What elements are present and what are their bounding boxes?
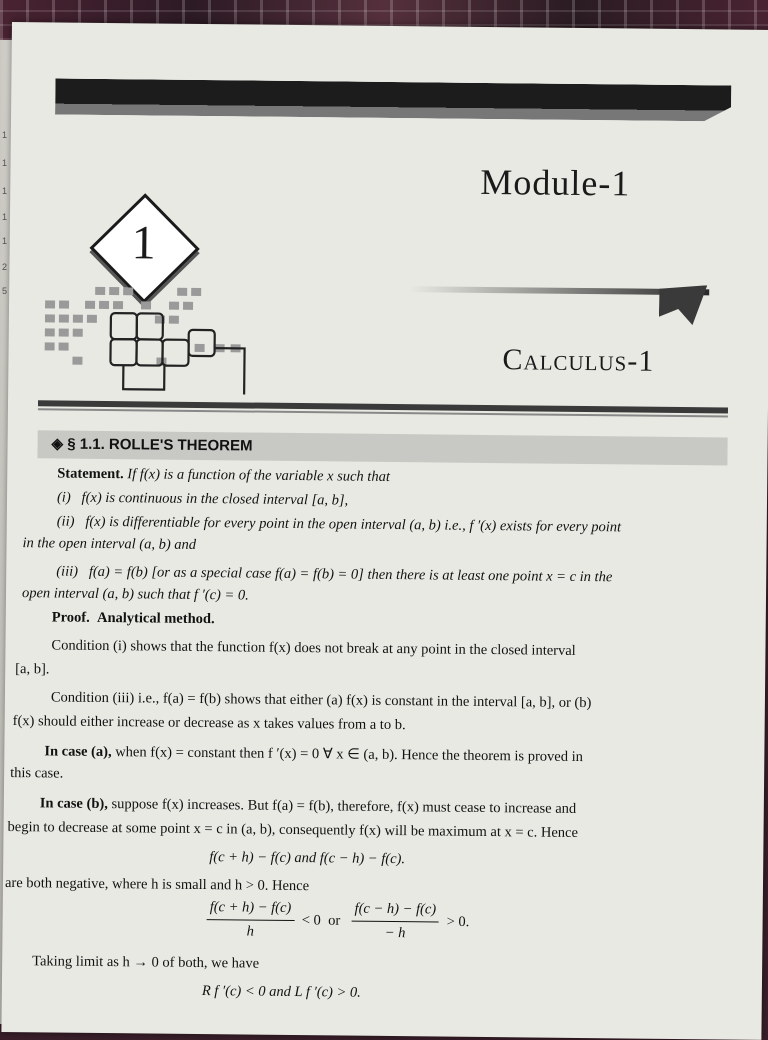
condition-2-cont: in the open interval (a, b) and	[22, 535, 197, 553]
proof-line	[52, 606, 215, 631]
book-page	[1, 22, 768, 1040]
statement-line	[57, 462, 390, 489]
condition-text: f(a) = f(b) [or as a special case f(a) = f(b) = 0] then there is at least one point x = c in the	[88, 563, 613, 586]
statement-label: Statement.	[57, 465, 124, 483]
fraction-right	[351, 898, 439, 947]
or-word: or	[328, 912, 341, 929]
chapter-number: 1	[131, 216, 156, 270]
paragraph-3-cont: this case.	[10, 765, 64, 782]
case-text: suppose f(x) increases. But f(a) = f(b), therefore, f(x) must cease to increase and	[111, 796, 577, 817]
edge-digit: 1	[2, 130, 8, 140]
edge-digit: 1	[2, 212, 8, 222]
paragraph-1-cont: [a, b].	[15, 661, 50, 678]
decorative-block-pattern	[44, 284, 255, 396]
decorative-arrow	[659, 285, 707, 326]
case-label: In case (a),	[44, 743, 112, 761]
inequality-sign: < 0	[301, 912, 321, 929]
case-label: In case (b),	[39, 795, 108, 813]
paragraph-2-cont: f(x) should either increase or decrease as x takes values from a to b.	[12, 713, 406, 734]
condition-1	[57, 486, 348, 513]
proof-method: Analytical method.	[96, 609, 215, 628]
paragraph-4-cont: begin to decrease at some point x = c in (a, b), consequently f(x) will be maximum at x = c. Hence	[7, 818, 579, 841]
edge-digit: 1	[2, 158, 8, 168]
condition-number: (i)	[56, 489, 71, 506]
equation-1: f(c + h) − f(c) and f(c − h) − f(c).	[209, 849, 406, 868]
paragraph-1: Condition (i) shows that the function f(x) does not break at any point in the closed interval	[51, 637, 576, 659]
fraction-left	[206, 896, 294, 945]
section-title: § 1.1. ROLLE'S THEOREM	[67, 435, 253, 455]
condition-number: (ii)	[56, 513, 75, 530]
final-equation: R f ′(c) < 0 and L f ′(c) > 0.	[201, 983, 361, 1001]
edge-digit: 1	[2, 236, 8, 246]
edge-digit: 1	[2, 186, 8, 196]
edge-digit: 5	[2, 286, 8, 296]
condition-3-cont: open interval (a, b) such that f ′(c) = 0.	[21, 585, 249, 604]
paragraph-2: Condition (iii) i.e., f(a) = f(b) shows that either (a) f(x) is constant in the interval [a, b], or (b)	[50, 689, 592, 712]
case-text: when f(x) = constant then f ′(x) = 0 ∀ x ∈ (a, b). Hence the theorem is proved in	[115, 744, 583, 766]
condition-text: f(x) is differentiable for every point in the open interval (a, b) i.e., f ′(x) exists for every point	[85, 513, 622, 536]
proof-label: Proof.	[51, 609, 90, 626]
fraction-denominator: − h	[384, 925, 406, 942]
fraction-numerator: f(c − h) − f(c)	[351, 898, 439, 923]
statement-text: If f(x) is a function of the variable x such that	[127, 466, 390, 485]
edge-digit: 2	[2, 262, 8, 272]
paragraph-6: Taking limit as h → 0 of both, we have	[32, 953, 260, 972]
section-heading	[37, 430, 727, 465]
diamond-bullet-icon: ◈	[51, 435, 68, 453]
fraction-denominator: h	[246, 923, 254, 941]
paragraph-3	[44, 740, 583, 769]
fraction-numerator: f(c + h) − f(c)	[207, 896, 295, 921]
module-title: Module-1	[480, 161, 631, 204]
condition-number: (iii)	[56, 563, 79, 580]
condition-text: f(x) is continuous in the closed interval [a, b],	[81, 489, 349, 509]
paragraph-5: are both negative, where h is small and h > 0. Hence	[4, 874, 310, 895]
header-bar	[55, 78, 731, 121]
fraction-inequality	[202, 896, 469, 947]
inequality-sign: > 0.	[446, 913, 470, 931]
chapter-title: Calculus-1	[502, 343, 655, 378]
